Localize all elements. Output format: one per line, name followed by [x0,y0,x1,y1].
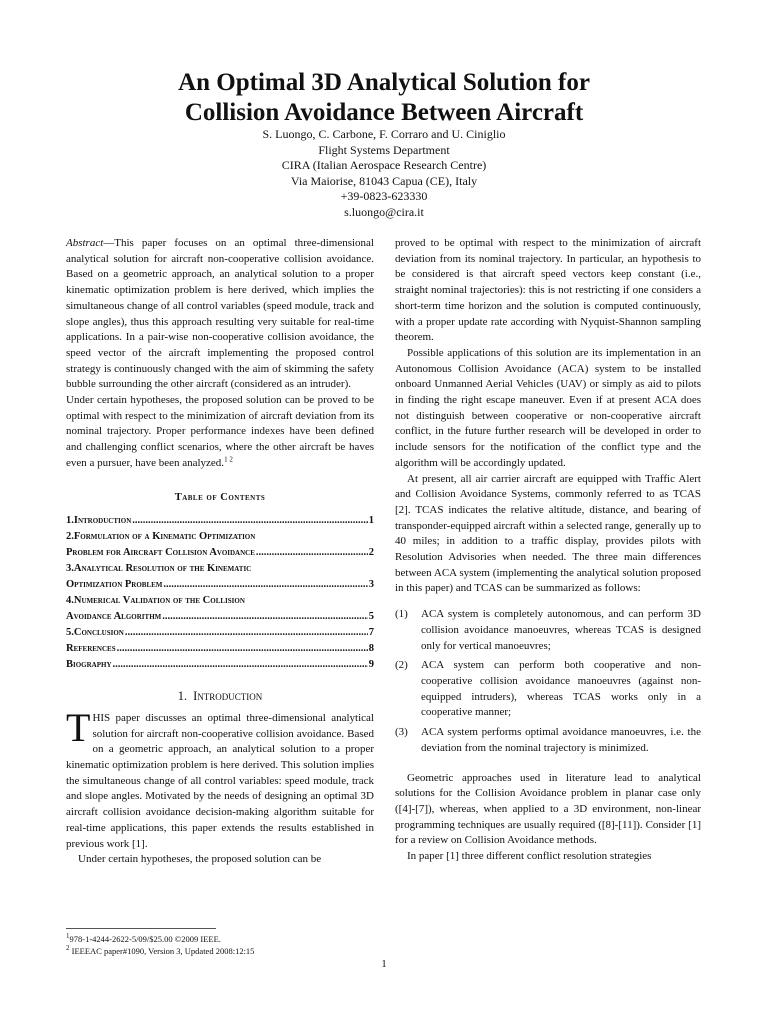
toc-entry-text: Avoidance Algorithm [66,611,162,623]
list-item-text: ACA system is completely autonomous, and can perform 3D collision avoidance manoeuvres, whereas TCAS is designed only for vertical manoeuvres; [421,608,701,652]
toc-entry-formulation[interactable] [66,529,374,561]
author-block [0,127,768,221]
department: Flight Systems Department [318,142,450,157]
abstract-text: —This paper focuses on an optimal three-dimensional analytical solution for aircraft non-cooperative collision avoidance. Based on a geometric approach, an analytical solution to a proper kinematic optimization problem is here derived, which implies the simultaneous change of all control variables (speed module, track and slope angles), thus this approach resulting very suitable for real-time applications. In a pair-wise non-cooperative collision avoidance, the speed vector of the aircraft implementing the proposed control strategy is continuously changed with the aim of skimming the safety bubble surrounding the other aircraft (considered as an intruder). [66,237,374,391]
toc-title: Table of Contents [174,491,266,503]
right-paragraph-4: Geometric approaches used in literature lead to analytical solutions for the Collision Avoidance problem in planar case only ([4]-[7]), whereas, when applied to a 3D environment, non-linear programming techniques are usually required ([8]-[11]). Consider [1] for a review on Collision Avoidance methods. [395,771,701,847]
abstract-paragraph [66,236,374,393]
footnote-1 [66,933,374,945]
right-column [395,236,701,865]
toc-entry-text: 3.Analytical Resolution of the Kinematic [66,563,252,575]
footnote-1-text: 978-1-4244-2622-5/09/$25.00 ©2009 IEEE. [69,934,221,944]
toc-page-number: 2 [368,547,374,559]
address: Via Maiorise, 81043 Capua (CE), Italy [290,173,478,188]
right-paragraph-3: At present, all air carrier aircraft are equipped with Traffic Alert and Collision Avoidance Systems, commonly referred to as TCAS [2]. TCAS indicates the relative altitude, distance, and bearing of transponder-equipped aircraft within a selected range, generally up to 40 miles; in addition to a traffic display, provides pilots with Resolution Advisories when needed. The three main differences between ACA system (implementing the analytical solution proposed in this paper) and TCAS can be summarized as follows: [395,472,701,595]
abstract-text-2: Under certain hypotheses, the proposed solution can be proved to be optimal with respect to the minimization of aircraft deviation from its nominal trajectory. Proper performance indexes have been defined and challenging conflict scenarios, where the other aircraft be haves even a pursuer, have been analyzed. [66,394,374,469]
toc-page-number: 7 [368,627,374,639]
title-line-2: Collision Avoidance Between Aircraft [184,99,584,126]
footnote-marks: 1 2 [224,455,233,464]
toc-entry-analytical-resolution[interactable] [66,561,374,593]
toc-entry-text: 2.Formulation of a Kinematic Optimization [66,531,256,543]
list-item-label: (2) [395,659,408,672]
toc-page-number: 1 [368,515,374,527]
toc-entry-references[interactable] [66,641,374,657]
list-item [395,607,701,654]
drop-cap: T [66,704,91,750]
list-item-label: (1) [395,608,408,621]
page-number: 1 [381,958,387,970]
list-item-text: ACA system can perform both cooperative and non-cooperative collision avoidance manoeuvres (against non-equipped intruders), whereas TCAS works only in a cooperative manner; [421,659,701,719]
toc-entry-text: 1.Introduction [66,515,132,527]
footnote-2-mark: 2 [66,944,70,953]
toc-entry-text: Problem for Aircraft Collision Avoidance [66,547,255,559]
institution: CIRA (Italian Aerospace Research Centre) [281,158,487,173]
list-item-text: ACA system performs optimal avoidance manoeuvres, i.e. the deviation from the nominal trajectory is minimized. [421,726,701,754]
toc-entry-numerical-validation[interactable] [66,593,374,625]
footnote-rule [66,928,216,929]
differences-list [395,607,701,756]
phone: +39-0823-623330 [340,189,428,204]
toc-entry-biography[interactable] [66,657,374,673]
intro-paragraph-2: Under certain hypotheses, the proposed solution can be [78,853,322,866]
footnote-1-mark: 1 [66,932,70,941]
toc-entry-text: References [66,643,116,655]
right-paragraph-1: proved to be optimal with respect to the minimization of aircraft deviation from its nominal trajectory. In particular, an hypothesis to be considered is that aircraft speed vectors keep constant (i.e., straight nominal trajectories): this is not restricting if one considers a short-term time horizon and the solution is computed continuously, with a proper update rate according with Nyquist-Shannon sampling theorem. [395,237,701,344]
list-item-label: (3) [395,726,408,739]
paper-title [0,68,768,128]
section-heading-introduction [66,689,374,705]
footnote-2-text: IEEEAC paper#1090, Version 3, Updated 2008:12:15 [71,946,255,956]
right-paragraph-5: In paper [1] three different conflict resolution strategies [407,850,652,863]
intro-text-1: HIS paper discusses an optimal three-dimensional analytical solution for aircraft non-cooperative collision avoidance. Based on a geometric approach, an analytical solution to a proper kinematic optimization problem is here derived. This solution implies the simultaneous change of all control variables: speed module, track and slope angles. Motivated by the needs of designing an optimal 3D aircraft collision avoidance decision-making algorithm suitable for real-time applications, this paper extends the results established in previous work [1]. [66,711,374,850]
list-item [395,658,701,721]
toc-entry-text: Biography [66,659,112,671]
toc-page-number: 8 [368,643,374,655]
title-line-1: An Optimal 3D Analytical Solution for [178,69,590,96]
toc-entry-text: Optimization Problem [66,579,163,591]
footnote-2 [66,945,374,957]
toc-page-number: 3 [368,579,374,591]
toc-entry-introduction[interactable] [66,513,374,529]
list-item [395,725,701,756]
toc-entry-text: 5.Conclusion [66,627,124,639]
email: s.luongo@cira.it [344,204,424,219]
section-title: Introduction [193,689,263,704]
right-paragraph-2: Possible applications of this solution are its implementation in an Autonomous Collision Avoidance (ACA) system to be installed onboard Unmanned Aerial Vehicles (UAV) or simply as aid to pilots in finding the right escape maneuver. Even if at present ACA does not distinguish between cooperative or non-cooperative aircraft conflict, in the future further research will be developed in order to include sensors for the notification of the conflict type and the algorithm will be accordingly updated. [395,346,701,469]
abstract-paragraph-2 [66,393,374,472]
toc-page-number: 9 [368,659,374,671]
footnotes [66,928,374,957]
section-number: 1. [177,689,188,704]
abstract-label: Abstract [66,237,104,249]
toc-entry-conclusion[interactable] [66,625,374,641]
table-of-contents [66,513,374,673]
left-column [66,236,374,868]
intro-paragraph-1 [66,704,374,852]
author-names: S. Luongo, C. Carbone, F. Corraro and U. Ciniglio [262,127,506,141]
toc-entry-text: 4.Numerical Validation of the Collision [66,595,245,607]
toc-page-number: 5 [368,611,374,623]
